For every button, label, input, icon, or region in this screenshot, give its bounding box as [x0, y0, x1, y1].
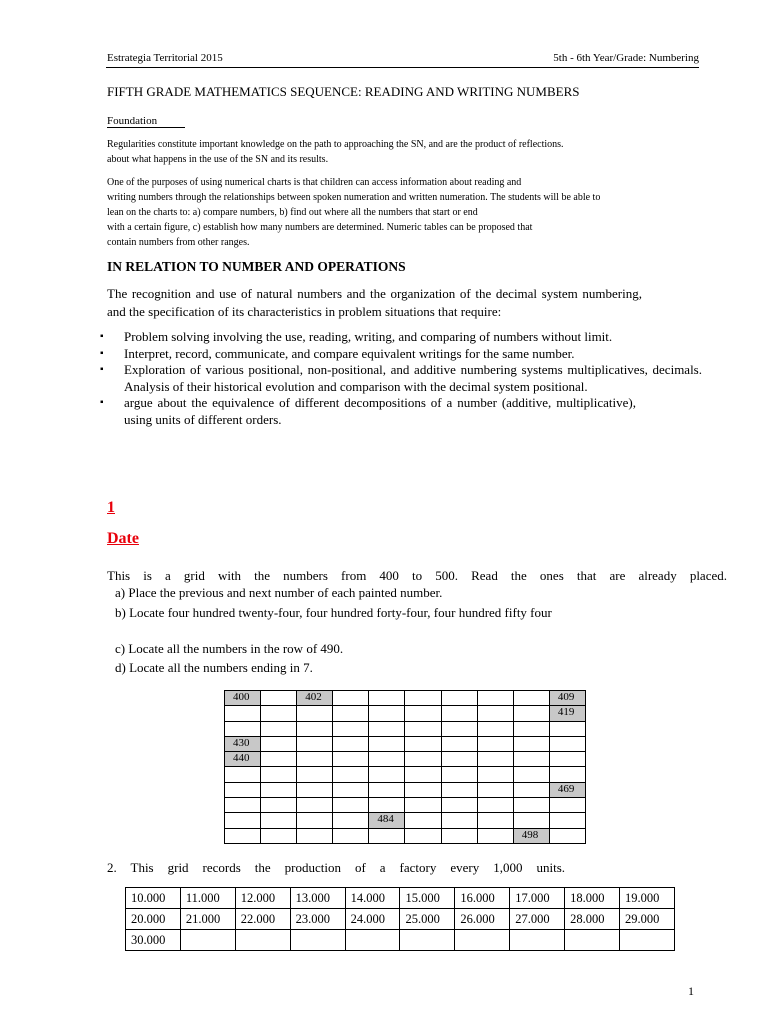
table-cell — [565, 930, 620, 951]
table-cell — [441, 691, 477, 706]
table-cell: 20.000 — [126, 909, 181, 930]
exercise1-item-d: d) Locate all the numbers ending in 7. — [115, 660, 313, 675]
table-cell — [513, 767, 549, 782]
table-cell — [441, 767, 477, 782]
table-cell — [297, 721, 333, 736]
table-cell — [441, 828, 477, 843]
table-cell — [261, 813, 297, 828]
table-row — [225, 828, 586, 843]
exercise1-item-b: b) Locate four hundred twenty-four, four hundred forty-four, four hundred fifty four — [115, 605, 552, 620]
date-label: Date — [107, 530, 139, 547]
table-row — [225, 752, 586, 767]
table-cell — [261, 782, 297, 797]
table-cell — [441, 752, 477, 767]
table-cell — [510, 930, 565, 951]
table-cell — [549, 813, 585, 828]
table-row — [225, 691, 586, 706]
table-cell — [225, 798, 261, 813]
foundation-paragraph-2 — [107, 175, 707, 250]
table-cell: 14.000 — [345, 888, 400, 909]
table-cell — [369, 691, 405, 706]
foundation-p1-line: about what happens in the use of the SN and its results. — [107, 154, 329, 165]
table-cell — [513, 813, 549, 828]
bullet-marker: ▪ — [100, 347, 104, 359]
table-cell — [513, 752, 549, 767]
table-row — [225, 782, 586, 797]
table-cell — [333, 721, 369, 736]
production-grid — [125, 887, 675, 951]
table-cell — [513, 782, 549, 797]
header-right: 5th - 6th Year/Grade: Numbering — [553, 52, 699, 64]
table-cell — [513, 798, 549, 813]
table-cell — [549, 721, 585, 736]
table-cell: 18.000 — [565, 888, 620, 909]
table-cell — [297, 767, 333, 782]
table-row — [126, 909, 675, 930]
table-cell — [369, 798, 405, 813]
table-cell — [297, 782, 333, 797]
table-cell — [333, 782, 369, 797]
table-cell: 23.000 — [290, 909, 345, 930]
table-cell — [297, 736, 333, 751]
table-cell — [333, 691, 369, 706]
table-cell — [369, 782, 405, 797]
table-cell — [477, 798, 513, 813]
table-cell — [405, 736, 441, 751]
table-cell — [333, 752, 369, 767]
table-cell — [477, 828, 513, 843]
table-cell — [477, 752, 513, 767]
table-cell — [549, 828, 585, 843]
table-cell — [441, 798, 477, 813]
table-cell: 29.000 — [620, 909, 675, 930]
table-cell — [333, 828, 369, 843]
table-cell: 409 — [549, 691, 585, 706]
table-cell — [333, 767, 369, 782]
table-cell: 11.000 — [180, 888, 235, 909]
table-cell — [369, 752, 405, 767]
header-left: Estrategia Territorial 2015 — [107, 52, 223, 64]
table-cell: 400 — [225, 691, 261, 706]
table-cell — [369, 706, 405, 721]
table-cell: 21.000 — [180, 909, 235, 930]
table-cell — [225, 767, 261, 782]
table-cell: 12.000 — [235, 888, 290, 909]
table-cell — [513, 691, 549, 706]
table-cell — [400, 930, 455, 951]
table-cell — [405, 691, 441, 706]
table-cell — [441, 721, 477, 736]
table-cell — [477, 767, 513, 782]
table-cell — [405, 828, 441, 843]
foundation-paragraph-1 — [107, 137, 707, 167]
table-cell — [405, 798, 441, 813]
table-row — [225, 736, 586, 751]
table-row — [126, 888, 675, 909]
table-row — [225, 721, 586, 736]
table-cell: 484 — [369, 813, 405, 828]
table-cell — [333, 736, 369, 751]
table-row — [225, 813, 586, 828]
table-cell — [405, 706, 441, 721]
table-cell — [261, 691, 297, 706]
number-grid-400-500 — [224, 690, 586, 844]
table-cell — [225, 721, 261, 736]
table-cell: 24.000 — [345, 909, 400, 930]
table-cell: 19.000 — [620, 888, 675, 909]
table-cell — [297, 798, 333, 813]
bullet-marker: ▪ — [100, 364, 104, 375]
table-cell — [441, 782, 477, 797]
table-row — [126, 930, 675, 951]
bullet-marker: ▪ — [100, 331, 104, 342]
table-cell — [513, 721, 549, 736]
table-cell — [477, 736, 513, 751]
table-cell — [333, 813, 369, 828]
table-cell — [441, 706, 477, 721]
table-cell — [261, 752, 297, 767]
table-cell: 26.000 — [455, 909, 510, 930]
relation-heading: IN RELATION TO NUMBER AND OPERATIONS — [107, 259, 406, 274]
table-cell — [513, 736, 549, 751]
table-cell: 10.000 — [126, 888, 181, 909]
list-item: ▪ Interpret, record, communicate, and compare equivalent writings for the same number. — [100, 345, 575, 361]
table-cell — [297, 828, 333, 843]
relation-bullet-list — [100, 329, 705, 428]
table-cell — [261, 767, 297, 782]
table-cell — [455, 930, 510, 951]
table-cell — [225, 813, 261, 828]
foundation-p2-line: writing numbers through the relationships between spoken numeration and written numeration. The students will be able to — [107, 192, 601, 203]
table-cell — [261, 706, 297, 721]
table-cell — [297, 706, 333, 721]
table-cell: 30.000 — [126, 930, 181, 951]
table-cell: 22.000 — [235, 909, 290, 930]
table-row — [225, 706, 586, 721]
table-cell — [477, 706, 513, 721]
table-cell — [441, 813, 477, 828]
table-cell — [477, 721, 513, 736]
table-cell — [477, 813, 513, 828]
table-cell — [290, 930, 345, 951]
table-cell — [405, 782, 441, 797]
relation-intro: The recognition and use of natural numbers and the organization of the decimal system numbering, and the specification of its characteristics in problem situations that require: — [107, 286, 642, 319]
table-cell — [235, 930, 290, 951]
table-cell — [405, 813, 441, 828]
table-cell — [549, 752, 585, 767]
table-cell — [297, 813, 333, 828]
table-cell: 15.000 — [400, 888, 455, 909]
foundation-underline — [107, 127, 185, 128]
table-cell — [180, 930, 235, 951]
table-cell: 440 — [225, 752, 261, 767]
table-cell — [333, 706, 369, 721]
table-cell: 13.000 — [290, 888, 345, 909]
section-number: 1 — [107, 499, 115, 516]
table-cell — [345, 930, 400, 951]
table-cell — [261, 828, 297, 843]
table-cell: 419 — [549, 706, 585, 721]
foundation-p2-line: with a certain figure, c) establish how many numbers are determined. Numeric tables can be proposed that — [107, 222, 533, 233]
table-cell — [369, 767, 405, 782]
table-cell — [261, 721, 297, 736]
page-title: FIFTH GRADE MATHEMATICS SEQUENCE: READING AND WRITING NUMBERS — [107, 84, 580, 99]
table-cell — [369, 721, 405, 736]
list-item: ▪ Problem solving involving the use, reading, writing, and comparing of numbers without limit. — [100, 329, 613, 344]
table-cell: 469 — [549, 782, 585, 797]
table-cell — [549, 767, 585, 782]
table-cell: 28.000 — [565, 909, 620, 930]
bullet-marker: ▪ — [100, 397, 104, 408]
table-cell — [549, 736, 585, 751]
table-cell — [549, 798, 585, 813]
table-cell — [369, 828, 405, 843]
exercise2-intro: 2. This grid records the production of a factory every 1,000 units. — [107, 860, 565, 875]
foundation-p2-line: lean on the charts to: a) compare numbers, b) find out where all the numbers that start or end — [107, 207, 478, 218]
list-item: ▪ Exploration of various positional, non-positional, and additive numbering systems multiplicatives, decimals. Analysis of their historical evolution and comparison with the decimal system positional. — [100, 362, 702, 394]
table-cell — [261, 736, 297, 751]
foundation-p2-line: contain numbers from other ranges. — [107, 237, 250, 248]
table-cell: 27.000 — [510, 909, 565, 930]
table-row — [225, 798, 586, 813]
table-cell — [477, 782, 513, 797]
table-cell: 402 — [297, 691, 333, 706]
foundation-p1-line: Regularities constitute important knowledge on the path to approaching the SN, and are the product of reflections. — [107, 139, 564, 150]
table-cell — [405, 767, 441, 782]
table-cell: 17.000 — [510, 888, 565, 909]
table-cell — [477, 691, 513, 706]
table-cell — [405, 721, 441, 736]
table-cell — [405, 752, 441, 767]
header-divider — [106, 67, 699, 68]
list-item: ▪ argue about the equivalence of different decompositions of a number (additive, multiplicative), using units of different orders. — [100, 395, 636, 427]
exercise1-intro: This is a grid with the numbers from 400 to 500. Read the ones that are already placed. — [107, 568, 727, 583]
exercise1-item-c: c) Locate all the numbers in the row of 490. — [115, 641, 344, 656]
table-cell — [620, 930, 675, 951]
foundation-label: Foundation — [107, 115, 158, 127]
table-cell — [513, 706, 549, 721]
table-cell: 430 — [225, 736, 261, 751]
exercise1-item-a: a) Place the previous and next number of each painted number. — [115, 585, 443, 600]
table-cell — [225, 706, 261, 721]
table-cell — [297, 752, 333, 767]
table-cell — [441, 736, 477, 751]
table-cell: 498 — [513, 828, 549, 843]
table-cell: 25.000 — [400, 909, 455, 930]
table-cell — [225, 782, 261, 797]
table-cell — [369, 736, 405, 751]
table-cell — [225, 828, 261, 843]
table-row — [225, 767, 586, 782]
table-cell — [261, 798, 297, 813]
table-cell — [333, 798, 369, 813]
table-cell: 16.000 — [455, 888, 510, 909]
foundation-p2-line: One of the purposes of using numerical charts is that children can access information about reading and — [107, 177, 522, 188]
page-number: 1 — [688, 984, 694, 998]
